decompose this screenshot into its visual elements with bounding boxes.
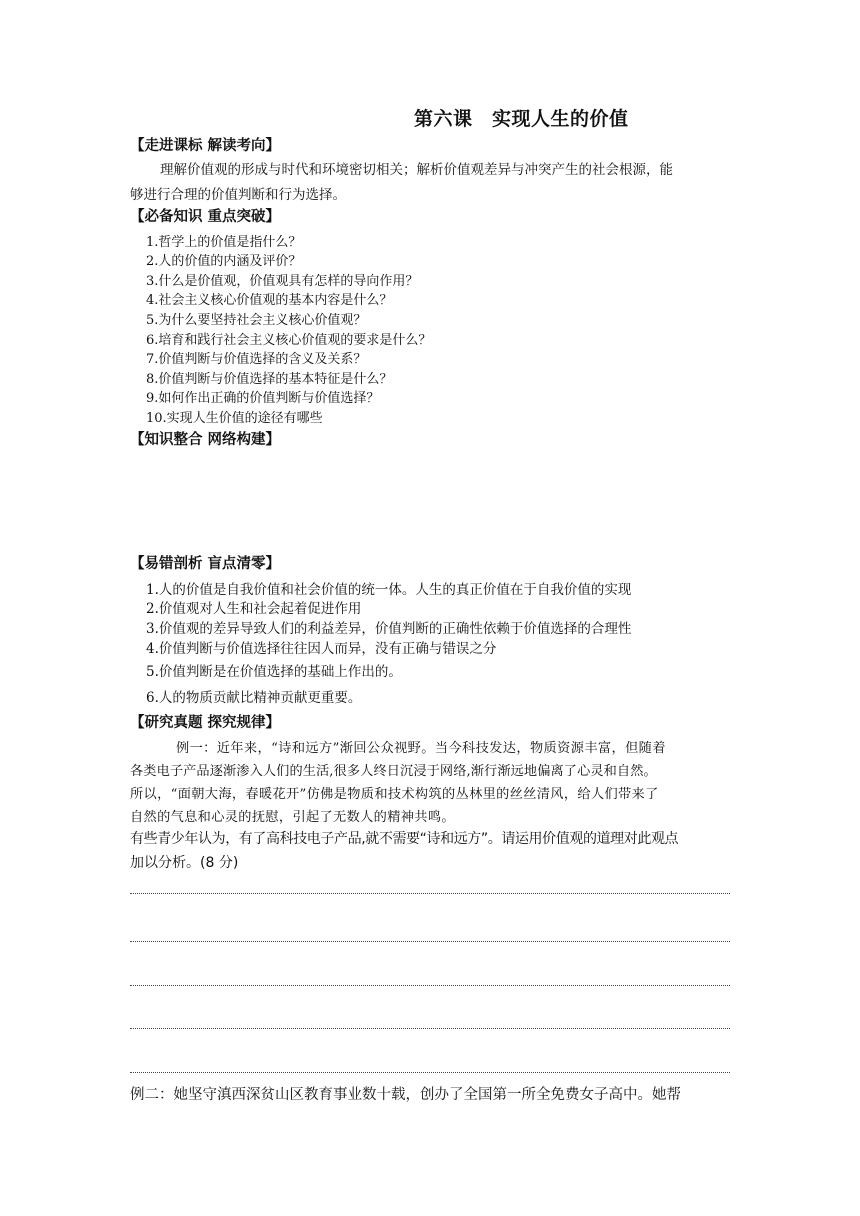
- example-1-line-4: 自然的气息和心灵的抚慰，引起了无数人的精神共鸣。: [130, 810, 455, 825]
- answer-line[interactable]: [130, 1028, 730, 1029]
- answer-line[interactable]: [130, 893, 730, 894]
- question-line-1: 有些青少年认为，有了高科技电子产品,就不需要“诗和远方”。请运用价值观的道理对此观点: [130, 831, 679, 847]
- knowledge-item: 7.价值判断与价值选择的含义及关系？: [146, 352, 367, 367]
- example-2-line-1: 例二：她坚守滇西深贫山区教育事业数十载，创办了全国第一所全免费女子高中。她帮: [130, 1087, 681, 1103]
- error-item: 3.价值观的差异导致人们的利益差异，价值判断的正确性依赖于价值选择的合理性: [146, 621, 632, 637]
- answer-line[interactable]: [130, 941, 730, 942]
- page-title: 第六课 实现人生的价值: [414, 108, 629, 130]
- knowledge-item: 6.培育和践行社会主义核心价值观的要求是什么？: [146, 333, 432, 348]
- curriculum-text-line-2: 够进行合理的价值判断和行为选择。: [130, 187, 346, 203]
- section-heading-knowledge: 【必备知识 重点突破】: [130, 209, 281, 225]
- knowledge-item: 1.哲学上的价值是指什么？: [146, 235, 302, 250]
- error-item: 2.价值观对人生和社会起着促进作用: [146, 601, 362, 617]
- knowledge-item: 5.为什么要坚持社会主义核心价值观？: [146, 313, 367, 328]
- error-item: 5.价值判断是在价值选择的基础上作出的。: [146, 664, 402, 680]
- knowledge-item: 10.实现人生价值的途径有哪些: [146, 411, 323, 426]
- section-heading-network: 【知识整合 网络构建】: [130, 432, 281, 448]
- error-item: 1.人的价值是自我价值和社会价值的统一体。人生的真正价值在于自我价值的实现: [146, 582, 632, 598]
- answer-line[interactable]: [130, 985, 730, 986]
- knowledge-item: 8.价值判断与价值选择的基本特征是什么？: [146, 372, 393, 387]
- section-heading-errors: 【易错剖析 盲点清零】: [130, 556, 281, 572]
- section-heading-exam: 【研究真题 探究规律】: [130, 715, 281, 731]
- knowledge-item: 9.如何作出正确的价值判断与价值选择？: [146, 391, 380, 406]
- knowledge-item: 3.什么是价值观，价值观具有怎样的导向作用？: [146, 274, 419, 289]
- error-item: 4.价值判断与价值选择往往因人而异，没有正确与错误之分: [146, 641, 497, 657]
- example-1-line-1: 例一：近年来，“诗和远方”渐回公众视野。当今科技发达，物质资源丰富，但随着: [176, 741, 666, 756]
- knowledge-item: 4.社会主义核心价值观的基本内容是什么？: [146, 293, 393, 308]
- error-item: 6.人的物质贡献比精神贡献更重要。: [146, 690, 362, 706]
- section-heading-curriculum: 【走进课标 解读考向】: [130, 138, 281, 154]
- knowledge-item: 2.人的价值的内涵及评价？: [146, 254, 302, 269]
- question-line-2: 加以分析。(8 分): [130, 855, 239, 871]
- example-1-line-2: 各类电子产品逐渐渗入人们的生活,很多人终日沉浸于网络,渐行渐远地偏离了心灵和自然。: [130, 764, 657, 779]
- answer-line[interactable]: [130, 1072, 730, 1073]
- curriculum-text-line-1: 理解价值观的形成与时代和环境密切相关；解析价值观差异与冲突产生的社会根源，能: [160, 162, 673, 178]
- example-1-line-3: 所以，“面朝大海，春暖花开”仿佛是物质和技术构筑的丛林里的丝丝清风，给人们带来了: [130, 787, 659, 802]
